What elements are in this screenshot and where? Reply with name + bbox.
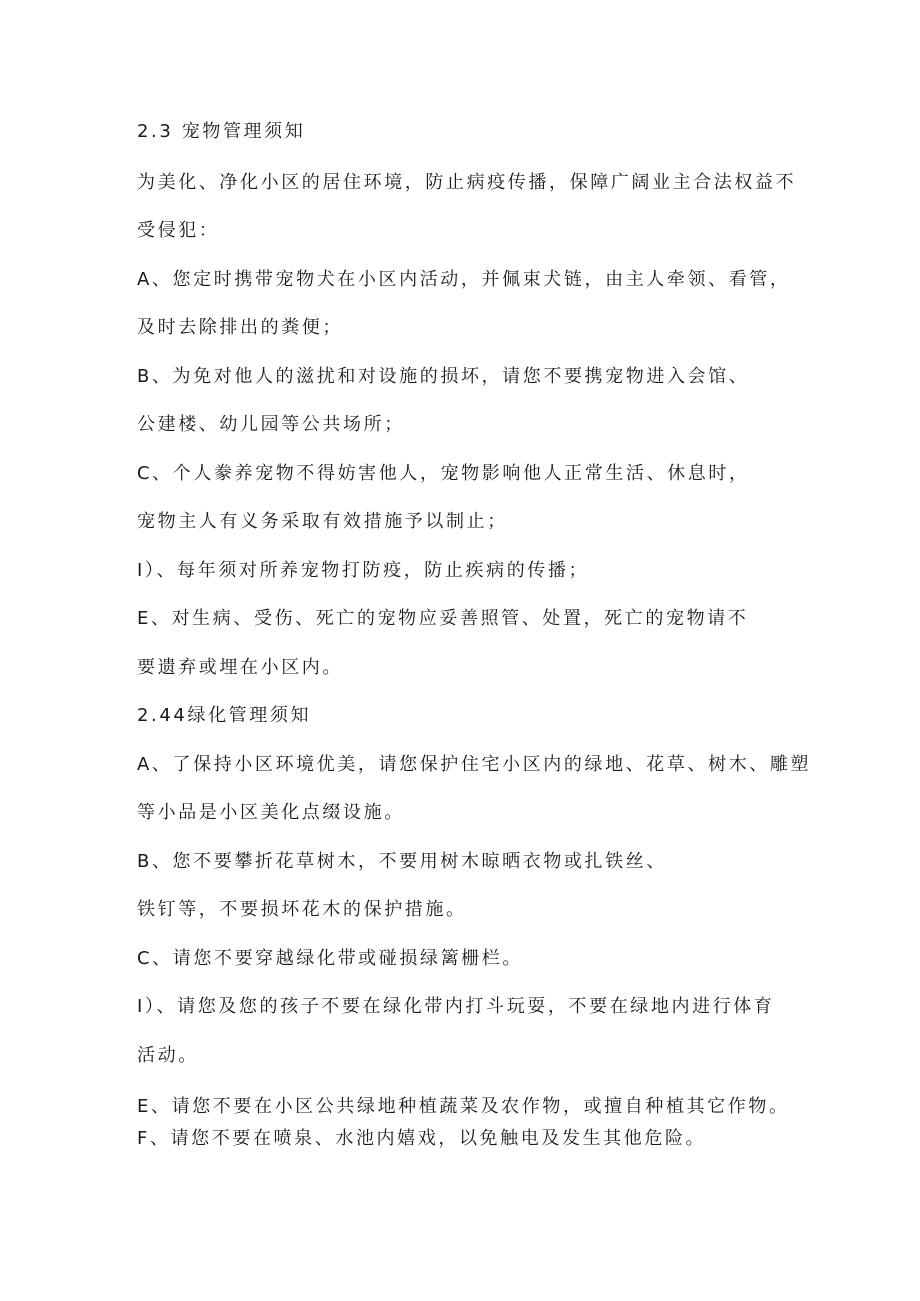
green-item-b-line-2: 铁钉等，不要损坏花木的保护措施。 — [137, 899, 467, 920]
intro-paragraph-line-2: 受侵犯： — [137, 220, 220, 241]
pet-item-d-line-1: I）、每年须对所养宠物打防疫，防止疾病的传播； — [137, 560, 590, 581]
green-item-b-line-1: B、您不要攀折花草树木，不要用树木晾晒衣物或扎铁丝、 — [137, 851, 667, 872]
green-item-a-line-2: 等小品是小区美化点缀设施。 — [137, 802, 405, 823]
green-item-d-line-1: I）、请您及您的孩子不要在绿化带内打斗玩耍，不要在绿地内进行体育 — [137, 996, 775, 1017]
section-heading-pet-management: 2.3 宠物管理须知 — [137, 121, 306, 142]
green-item-a-line-1: A、了保持小区环境优美，请您保护住宅小区内的绿地、花草、树木、雕塑 — [137, 754, 812, 775]
intro-paragraph-line-1: 为美化、净化小区的居住环境，防止病疫传播，保障广阔业主合法权益不 — [137, 172, 797, 193]
pet-item-c-line-2: 宠物主人有义务采取有效措施予以制止； — [137, 511, 508, 532]
pet-item-b-line-1: B、为免对他人的滋扰和对设施的损坏，请您不要携宠物进入会馆、 — [137, 366, 750, 387]
pet-item-a-line-1: A、您定时携带宠物犬在小区内活动，并佩束犬链，由主人牵领、看管， — [137, 269, 791, 290]
pet-item-b-line-2: 公建楼、幼儿园等公共场所； — [137, 414, 405, 435]
green-item-c-line-1: C、请您不要穿越绿化带或碰损绿篱栅栏。 — [137, 948, 523, 969]
green-item-f-line-1: F、请您不要在喷泉、水池内嬉戏，以免触电及发生其他危险。 — [137, 1128, 707, 1149]
pet-item-e-line-2: 要遗弃或埋在小区内。 — [137, 657, 343, 678]
green-item-d-line-2: 活动。 — [137, 1045, 199, 1066]
pet-item-e-line-1: E、对生病、受伤、死亡的宠物应妥善照管、处置，死亡的宠物请不 — [137, 608, 749, 629]
section-heading-greening-management: 2.44绿化管理须知 — [137, 705, 312, 726]
pet-item-c-line-1: C、个人豢养宠物不得妨害他人，宠物影响他人正常生活、休息时， — [137, 463, 750, 484]
pet-item-a-line-2: 及时去除排出的粪便； — [137, 317, 343, 338]
green-item-e-line-1: E、请您不要在小区公共绿地种植蔬菜及农作物，或擅自种植其它作物。 — [137, 1096, 790, 1117]
